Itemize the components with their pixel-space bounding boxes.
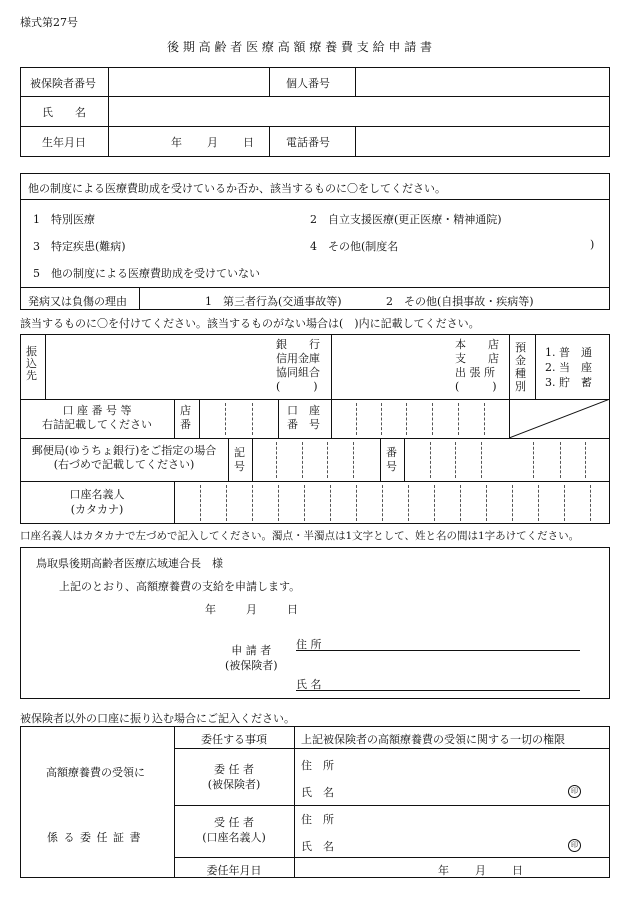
branch-type-other[interactable]: ( )	[455, 380, 497, 393]
branch-type-head[interactable]: 本 店	[455, 338, 499, 351]
subsidy-option-2[interactable]: 2 自立支援医療(更正医療・精神通院)	[310, 213, 502, 226]
apply-year-unit: 年	[205, 603, 216, 616]
deposit-type-label: 預金種別	[515, 341, 526, 393]
cause-option-1[interactable]: 1 第三者行為(交通事故等)	[205, 295, 342, 308]
subsidy-option-4[interactable]: 4 その他(制度名	[310, 240, 399, 253]
subsidy-option-3[interactable]: 3 特定疾患(難病)	[33, 240, 126, 253]
cause-option-2[interactable]: 2 その他(自損事故・疾病等)	[386, 295, 534, 308]
delegation-year-unit: 年	[438, 864, 449, 877]
post-number-label: 番 号	[386, 446, 397, 473]
delegatee-name-field[interactable]	[340, 836, 560, 854]
birth-day-unit: 日	[243, 136, 254, 149]
inst-type-shinkin[interactable]: 信用金庫	[276, 352, 320, 365]
applicant-address-field[interactable]	[296, 650, 580, 651]
deposit-type-ordinary[interactable]: 1. 普 通	[545, 346, 592, 359]
apply-month-unit: 月	[246, 603, 257, 616]
inst-type-bank[interactable]: 銀 行	[276, 338, 320, 351]
symbol-label: 記 号	[234, 446, 245, 473]
deposit-type-savings[interactable]: 3. 貯 蓄	[545, 376, 592, 389]
account-number-label: 口 座 番 号 等 右詰記載してください	[42, 404, 152, 431]
inst-type-other[interactable]: ( )	[276, 380, 318, 393]
delegation-title-1: 高額療養費の受領に	[46, 766, 145, 779]
delegator-address-field[interactable]	[340, 755, 600, 773]
subsidy-question: 他の制度による医療費助成を受けているか否か、該当するものに〇をしてください。	[28, 182, 446, 195]
insured-number-label: 被保険者番号	[30, 77, 96, 90]
subsidy-option-1[interactable]: 1 特別医療	[33, 213, 95, 226]
delegation-date-label: 委任年月日	[206, 864, 262, 877]
option-4-close-paren: )	[590, 238, 595, 251]
applicant-label: 申 請 者 (被保険者)	[225, 644, 278, 672]
matter-label: 委任する事項	[201, 733, 267, 746]
transfer-label: 振込先	[26, 345, 37, 382]
katakana-note: 口座名義人はカタカナで左づめで記入してください。濁点・半濁点は1文字として、姓と名の間は1字あけてください。	[20, 530, 580, 542]
delegatee-address-field[interactable]	[340, 809, 600, 827]
delegator-label: 委 任 者 (被保険者)	[207, 763, 261, 791]
delegator-seal-mark: 印	[568, 785, 581, 798]
account-label: 口 座 番 号	[287, 404, 320, 431]
phone-field[interactable]	[358, 129, 606, 154]
birth-year-unit: 年	[171, 136, 182, 149]
insured-number-field[interactable]	[111, 70, 266, 94]
apply-day-unit: 日	[287, 603, 298, 616]
branch-types	[455, 338, 499, 394]
cause-label: 発病又は負傷の理由	[28, 295, 127, 308]
personal-number-field[interactable]	[358, 70, 606, 94]
subsidy-option-5[interactable]: 5 他の制度による医療費助成を受けていない	[33, 267, 260, 280]
birth-month-unit: 月	[207, 136, 218, 149]
delegation-title-2: 係 る 委 任 証 書	[47, 831, 142, 844]
delegation-day-unit: 日	[512, 864, 523, 877]
page-title: 後 期 高 齢 者 医 療 高 額 療 養 費 支 給 申 請 書	[167, 40, 433, 54]
delegator-name-label: 氏 名	[301, 786, 334, 799]
delegation-month-unit: 月	[475, 864, 486, 877]
holder-name-field[interactable]	[176, 484, 606, 521]
slash-mark	[509, 399, 610, 438]
delegatee-label: 受 任 者 (口座名義人)	[202, 816, 266, 844]
delegatee-address-label: 住 所	[301, 813, 334, 826]
deposit-types	[545, 345, 592, 390]
delegatee-seal-mark: 印	[568, 839, 581, 852]
inst-types	[276, 338, 320, 394]
form-number: 様式第27号	[20, 16, 78, 29]
application-statement: 上記のとおり、高額療養費の支給を申請します。	[59, 580, 301, 593]
branch-name-field[interactable]	[334, 338, 444, 396]
delegator-address-label: 住 所	[301, 759, 334, 772]
delegatee-name-label: 氏 名	[301, 840, 334, 853]
delegation-note: 被保険者以外の口座に振り込む場合にご記入ください。	[20, 712, 295, 725]
branch-type-office[interactable]: 出 張 所	[455, 366, 495, 379]
account-number-field[interactable]	[333, 402, 507, 436]
personal-number-label: 個人番号	[286, 77, 330, 90]
inst-type-kumiai[interactable]: 協同組合	[276, 366, 320, 379]
birth-label: 生年月日	[42, 136, 86, 149]
delegator-name-field[interactable]	[340, 782, 560, 800]
post-label: 郵便局(ゆうちょ銀行)をご指定の場合 (右づめで記載してください)	[31, 444, 217, 471]
post-symbol-field[interactable]	[254, 441, 378, 479]
store-number-label: 店 番	[180, 404, 191, 431]
branch-type-branch[interactable]: 支 店	[455, 352, 499, 365]
addressee: 鳥取県後期高齢者医療広域連合長 様	[36, 557, 223, 570]
applicant-name-field[interactable]	[296, 690, 580, 691]
phone-label: 電話番号	[286, 136, 330, 149]
store-number-field[interactable]	[200, 402, 276, 436]
applicant-name-label: 氏 名	[296, 678, 322, 691]
matter-text: 上記被保険者の高額療養費の受領に関する一切の権限	[301, 733, 565, 746]
applicant-address-label: 住 所	[296, 638, 322, 651]
name-label: 氏 名	[42, 106, 86, 119]
post-number-field[interactable]	[406, 441, 606, 479]
bank-instruction: 該当するものに〇を付けてください。該当するものがない場合は( )内に記載してください。	[20, 317, 480, 330]
holder-label: 口座名義人 (カタカナ)	[69, 488, 125, 516]
deposit-type-current[interactable]: 2. 当 座	[545, 361, 592, 374]
name-field[interactable]	[111, 99, 606, 124]
